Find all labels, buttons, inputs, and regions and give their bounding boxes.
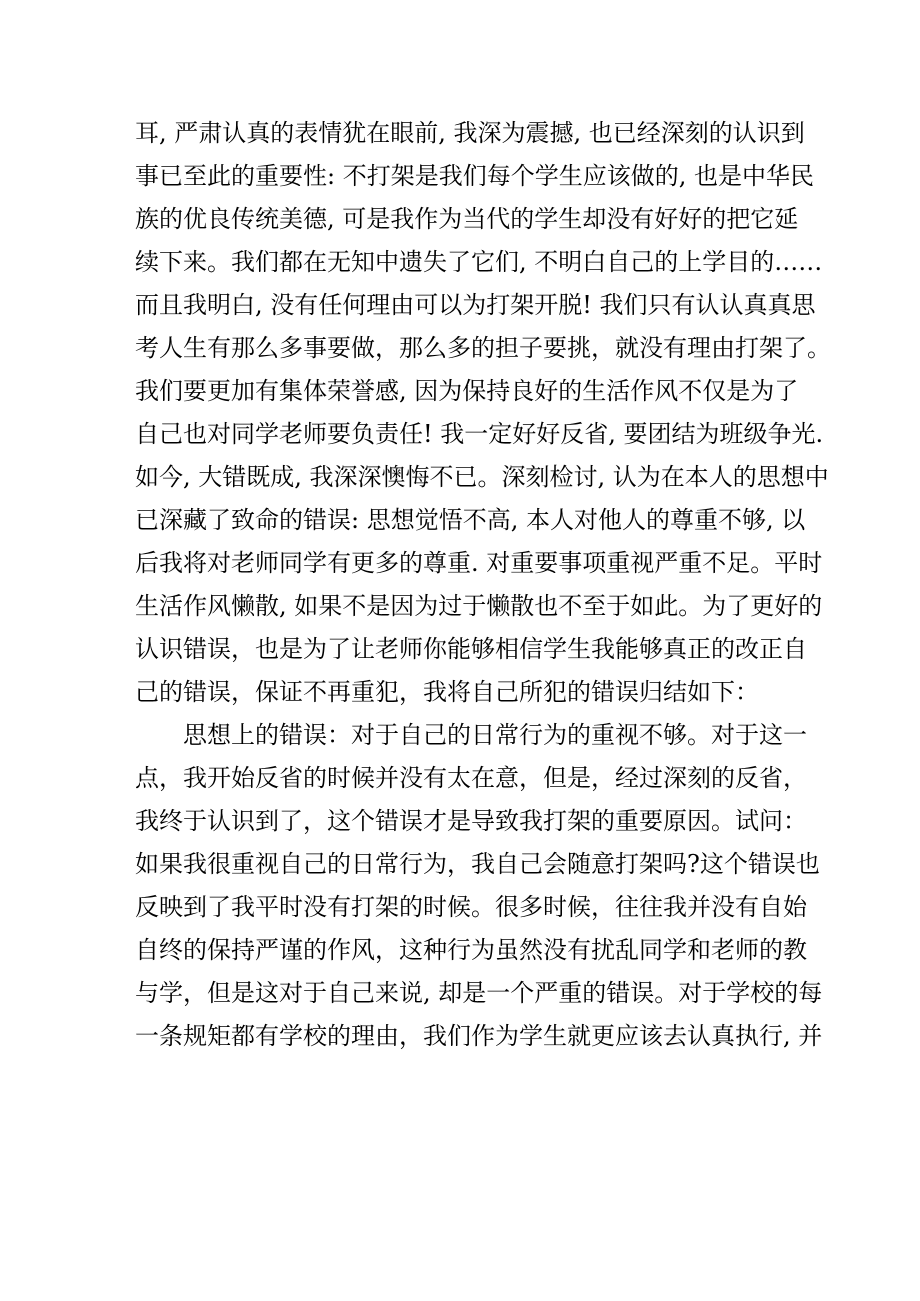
text-line: 自终的保持严谨的作风，这种行为虽然没有扰乱同学和老师的教: [135, 936, 807, 964]
text-line: 如今, 大错既成, 我深深懊悔不已。深刻检讨, 认为在本人的思想中: [135, 463, 829, 491]
text-line: 考人生有那么多事要做，那么多的担子要挑，就没有理由打架了。: [135, 334, 831, 362]
text-line: 自己也对同学老师要负责任! 我一定好好反省, 要团结为班级争光.: [135, 420, 824, 448]
text-line: 续下来。我们都在无知中遗失了它们, 不明白自己的上学目的……: [135, 248, 823, 276]
text-line: 而且我明白, 没有任何理由可以为打架开脱! 我们只有认认真真思: [135, 291, 816, 319]
text-line: 后我将对老师同学有更多的尊重. 对重要事项重视严重不足。平时: [135, 549, 823, 577]
text-line: 生活作风懒散, 如果不是因为过于懒散也不至于如此。为了更好的: [135, 592, 823, 620]
text-line: 族的优良传统美德, 可是我作为当代的学生却没有好好的把它延: [135, 205, 799, 233]
document-body: [135, 112, 831, 1058]
text-line: 我终于认识到了，这个错误才是导致我打架的重要原因。试问：: [135, 807, 807, 835]
text-line: 认识错误，也是为了让老师你能够相信学生我能够真正的改正自: [135, 635, 807, 663]
text-line-paragraph-start: 思想上的错误：对于自己的日常行为的重视不够。对于这一: [183, 721, 807, 749]
text-line: 事已至此的重要性: 不打架是我们每个学生应该做的, 也是中华民: [135, 162, 814, 190]
text-line: 耳, 严肃认真的表情犹在眼前, 我深为震撼, 也已经深刻的认识到: [135, 119, 805, 147]
text-line: 点，我开始反省的时候并没有太在意，但是，经过深刻的反省，: [135, 764, 807, 792]
text-line: 一条规矩都有学校的理由，我们作为学生就更应该去认真执行, 并: [135, 1022, 823, 1050]
text-line: 与学，但是这对于自己来说, 却是一个严重的错误。对于学校的每: [135, 979, 823, 1007]
text-line: 我们要更加有集体荣誉感, 因为保持良好的生活作风不仅是为了: [135, 377, 799, 405]
text-line: 己的错误，保证不再重犯，我将自己所犯的错误归结如下：: [135, 678, 759, 706]
text-line: 反映到了我平时没有打架的时候。很多时候，往往我并没有自始: [135, 893, 807, 921]
text-line: 已深藏了致命的错误: 思想觉悟不高, 本人对他人的尊重不够, 以: [135, 506, 806, 534]
text-line: 如果我很重视自己的日常行为，我自己会随意打架吗?这个错误也: [135, 850, 820, 878]
